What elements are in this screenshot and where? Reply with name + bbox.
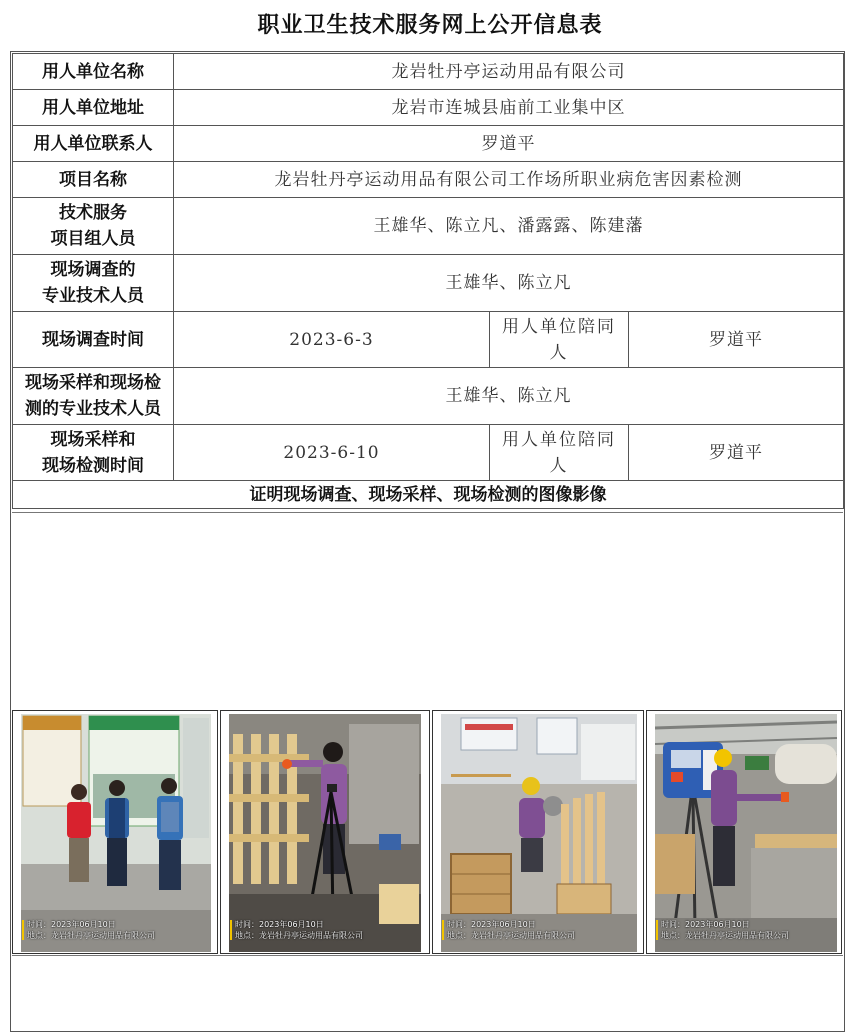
sampling-staff-value: 王雄华、陈立凡: [174, 368, 844, 425]
stamp-accent-bar: [230, 920, 232, 940]
site-photo-4: [646, 710, 842, 954]
employer-contact-value: 罗道平: [174, 126, 844, 162]
row-employer-contact: [13, 126, 844, 162]
site-photo-3-time: 时间：2023年06月10日: [447, 920, 536, 929]
employer-name-value: 龙岩牡丹亭运动用品有限公司: [174, 54, 844, 90]
row-employer-address: [13, 90, 844, 126]
site-photo-1-image: [21, 714, 211, 952]
site-photo-2: [220, 710, 430, 954]
photo-section-top-divider: [12, 512, 843, 513]
photos-caption: 证明现场调查、现场采样、现场检测的图像影像: [13, 481, 844, 509]
site-photo-1-place: 地点：龙岩牡丹亭运动用品有限公司: [27, 931, 155, 940]
photo-section-bottom-divider: [12, 955, 843, 956]
page-title: 职业卫生技术服务网上公开信息表: [257, 13, 603, 38]
project-team-label: [13, 198, 174, 255]
survey-staff-value: 王雄华、陈立凡: [174, 255, 844, 312]
employer-address-value: 龙岩市连城县庙前工业集中区: [174, 90, 844, 126]
survey-staff-label: [13, 255, 174, 312]
stamp-accent-bar: [656, 920, 658, 940]
row-photos-caption: [13, 481, 844, 509]
site-photo-3-image: [441, 714, 637, 952]
survey-companion-value: 罗道平: [629, 312, 844, 368]
site-photo-2-image: [229, 714, 421, 952]
sampling-companion-value: 罗道平: [629, 425, 844, 481]
sampling-time-label-line2: 现场检测时间: [42, 455, 144, 476]
project-name-value: 龙岩牡丹亭运动用品有限公司工作场所职业病危害因素检测: [174, 162, 844, 198]
project-name-label: 项目名称: [13, 162, 174, 198]
site-photo-2-place: 地点：龙岩牡丹亭运动用品有限公司: [235, 931, 363, 940]
sampling-staff-label: [13, 368, 174, 425]
sampling-time-label-line1: 现场采样和: [50, 429, 136, 450]
survey-companion-label-line1: 用人单位陪同: [502, 316, 616, 337]
survey-time-value: 2023-6-3: [174, 312, 490, 368]
row-sampling-time: [13, 425, 844, 481]
sampling-staff-label-line2: 测的专业技术人员: [25, 399, 161, 419]
site-photo-4-stamp: [661, 919, 789, 941]
site-photo-1: [12, 710, 218, 954]
site-photo-4-time: 时间：2023年06月10日: [661, 920, 750, 929]
sampling-companion-label-line1: 用人单位陪同: [502, 429, 616, 450]
project-team-value: 王雄华、陈立凡、潘露露、陈建藩: [174, 198, 844, 255]
stamp-accent-bar: [442, 920, 444, 940]
employer-name-label: 用人单位名称: [13, 54, 174, 90]
row-sampling-staff: [13, 368, 844, 425]
site-photo-1-stamp: [27, 919, 155, 941]
survey-time-label: 现场调查时间: [13, 312, 174, 368]
site-photo-3-stamp: [447, 919, 575, 941]
row-survey-staff: [13, 255, 844, 312]
survey-staff-label-line1: 现场调查的: [50, 260, 136, 280]
employer-address-label: 用人单位地址: [13, 90, 174, 126]
sampling-companion-label: [490, 425, 629, 481]
row-project-team: [13, 198, 844, 255]
survey-companion-label-line2: 人: [549, 342, 569, 363]
row-employer-name: [13, 54, 844, 90]
employer-contact-label: 用人单位联系人: [13, 126, 174, 162]
sampling-companion-label-line2: 人: [549, 455, 569, 476]
site-photo-1-time: 时间：2023年06月10日: [27, 920, 116, 929]
row-project-name: [13, 162, 844, 198]
site-photo-3: [432, 710, 644, 954]
site-photo-3-place: 地点：龙岩牡丹亭运动用品有限公司: [447, 931, 575, 940]
site-photo-2-time: 时间：2023年06月10日: [235, 920, 324, 929]
sampling-staff-label-line1: 现场采样和现场检: [25, 373, 161, 393]
survey-companion-label: [490, 312, 629, 368]
info-table: [12, 53, 844, 509]
sampling-time-value: 2023-6-10: [174, 425, 490, 481]
stamp-accent-bar: [22, 920, 24, 940]
site-photo-2-stamp: [235, 919, 363, 941]
site-photo-4-image: [655, 714, 837, 952]
row-survey-time: [13, 312, 844, 368]
site-photo-4-place: 地点：龙岩牡丹亭运动用品有限公司: [661, 931, 789, 940]
project-team-label-line1: 技术服务: [59, 203, 127, 223]
survey-staff-label-line2: 专业技术人员: [42, 286, 144, 306]
photo-strip: [12, 710, 843, 954]
project-team-label-line2: 项目组人员: [50, 229, 136, 249]
sampling-time-label: [13, 425, 174, 481]
